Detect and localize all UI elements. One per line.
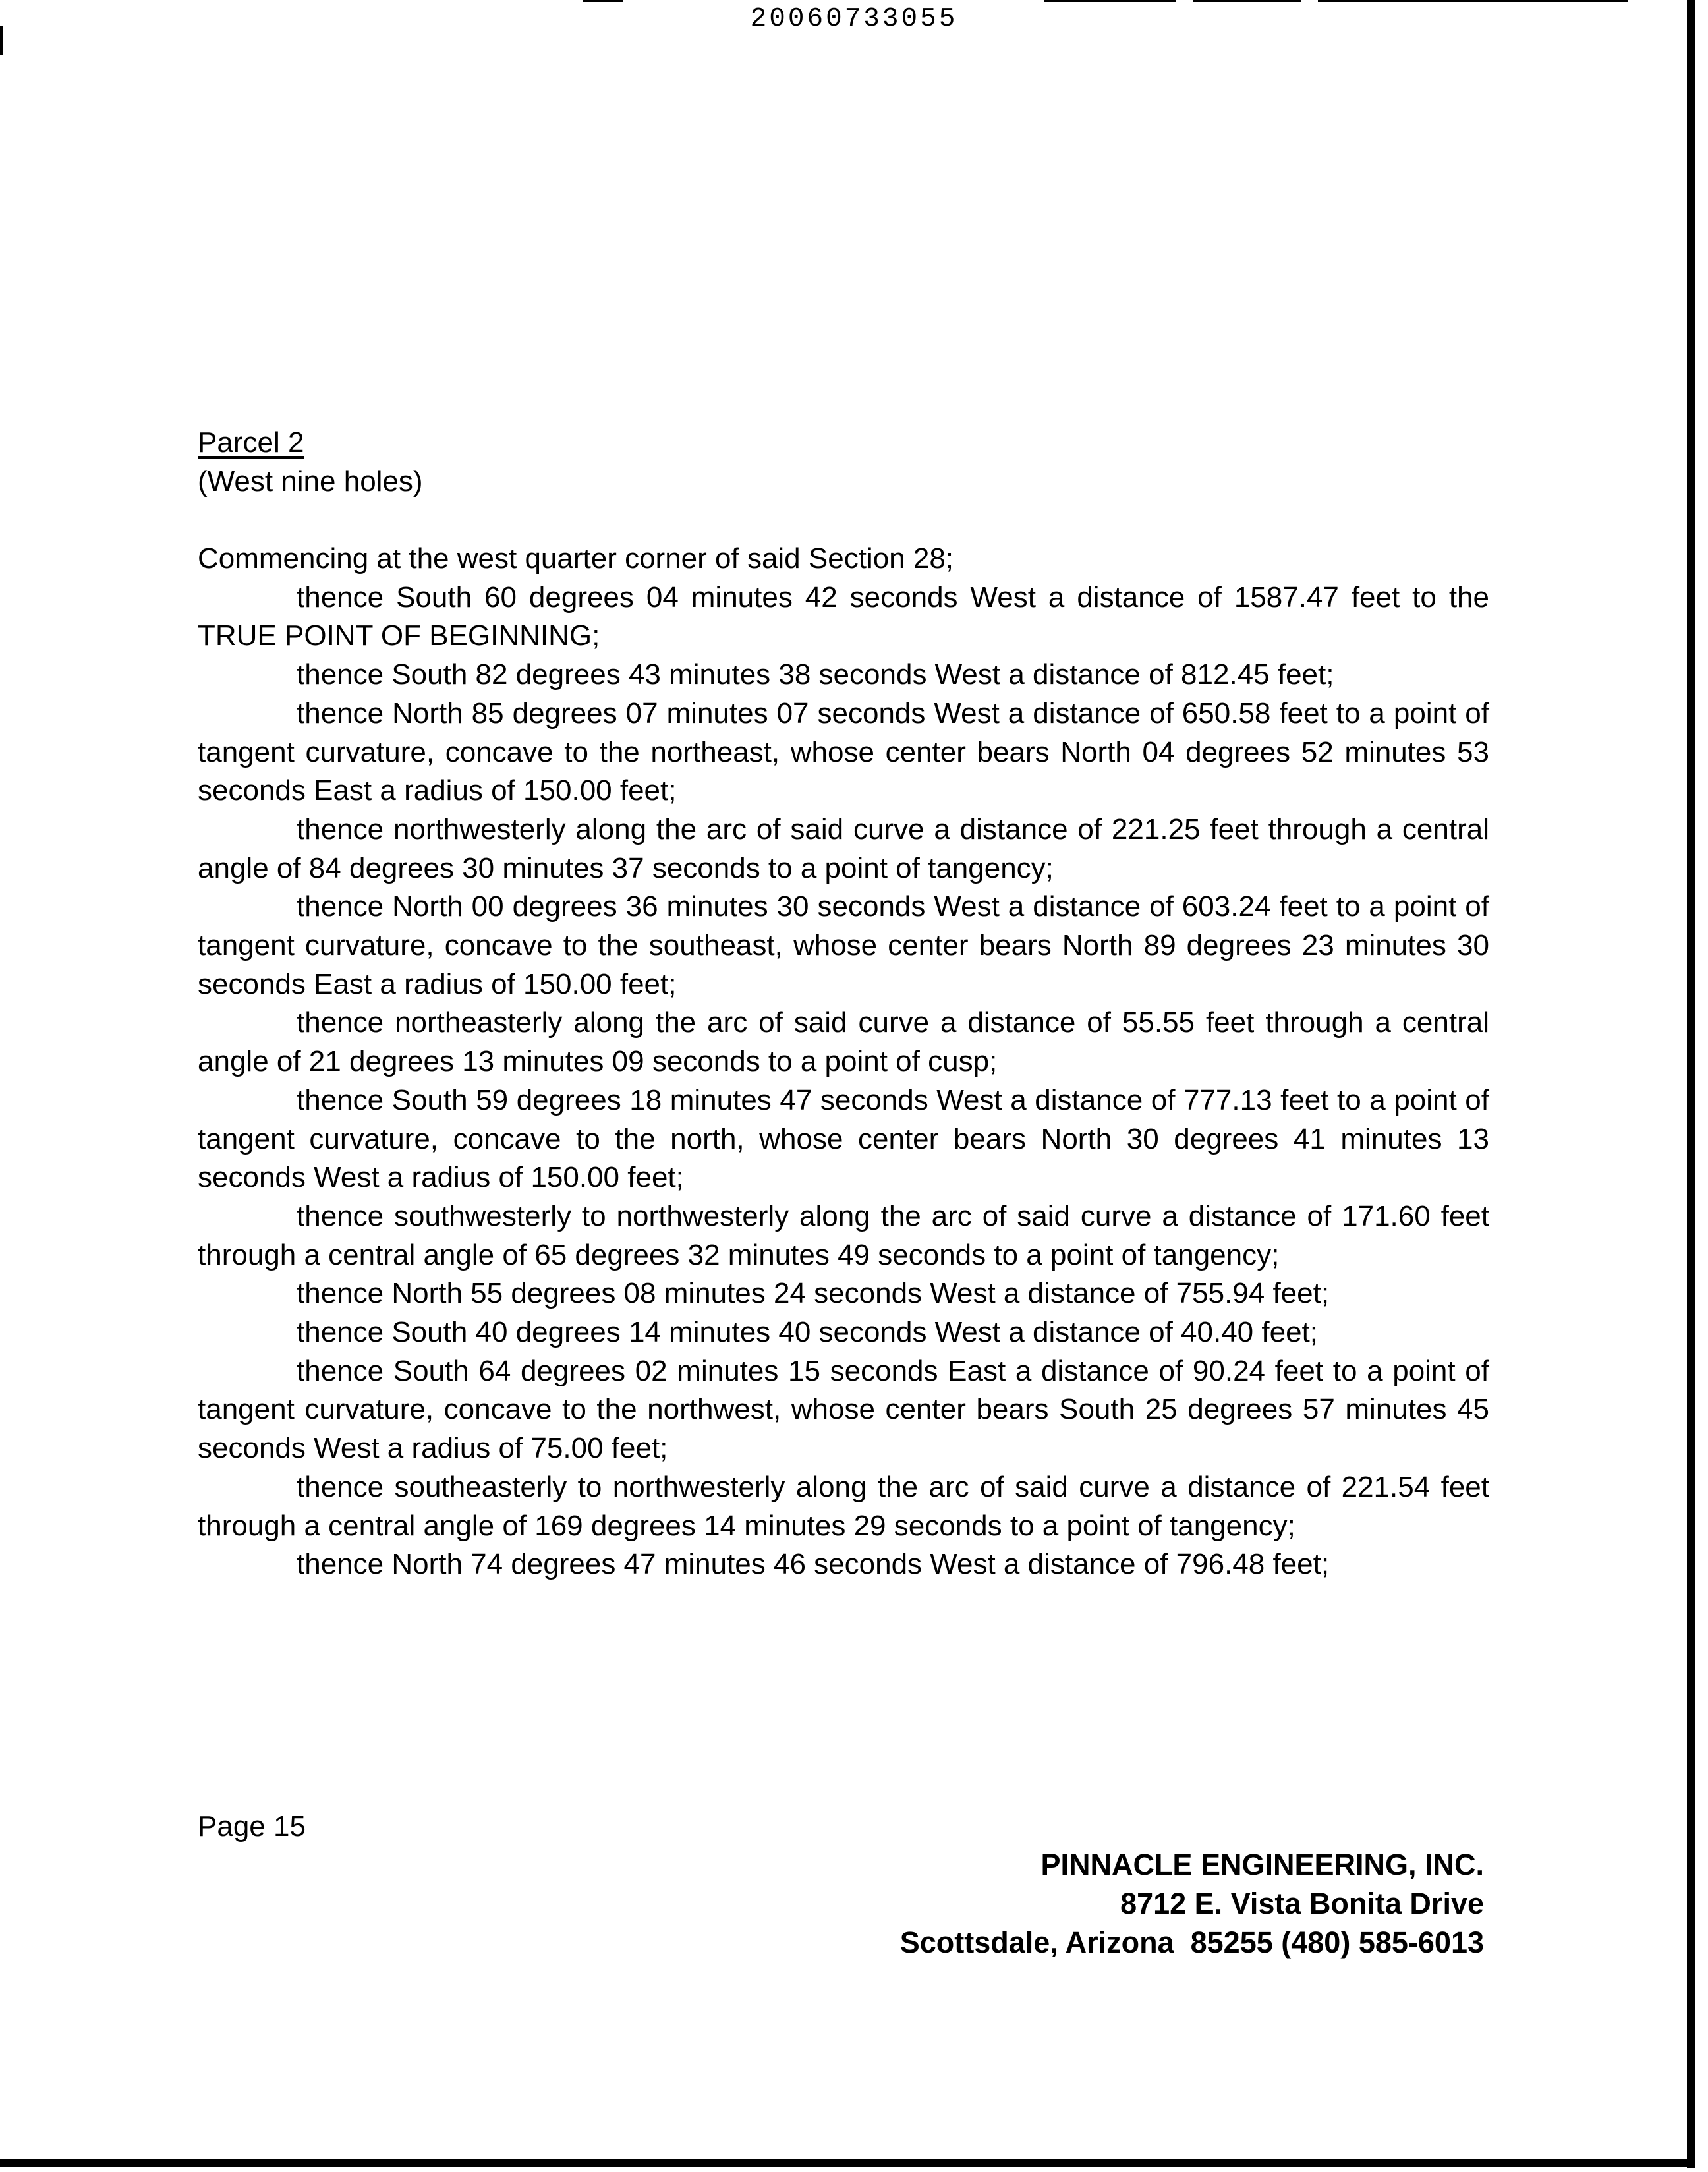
firm-name: PINNACLE ENGINEERING, INC. bbox=[1040, 1848, 1484, 1881]
legal-paragraph: thence North 55 degrees 08 minutes 24 seconds West a distance of 755.94 feet; bbox=[297, 1277, 1330, 1310]
legal-paragraph: Commencing at the west quarter corner of said Section 28; bbox=[198, 542, 954, 575]
parcel-title: Parcel 2 bbox=[198, 426, 304, 459]
recording-number: 20060733055 bbox=[750, 4, 958, 34]
page-number: Page 15 bbox=[198, 1810, 306, 1843]
scan-edge-top-2 bbox=[1044, 0, 1176, 2]
scan-edge-top-4 bbox=[1318, 0, 1628, 2]
scan-edge-top-1 bbox=[583, 0, 623, 2]
parcel-subtitle: (West nine holes) bbox=[198, 465, 423, 498]
legal-paragraph: thence southeasterly to northwesterly along the arc of said curve a distance of 221.54 feet through a central angle of 169 degrees 14 minutes 29 seconds to a point of tangency; bbox=[198, 1470, 1489, 1542]
legal-paragraph: thence northwesterly along the arc of said curve a distance of 221.25 feet through a central angle of 84 degrees 30 minutes 37 seconds to a point of tangency; bbox=[198, 813, 1489, 884]
legal-paragraph: thence South 82 degrees 43 minutes 38 seconds West a distance of 812.45 feet; bbox=[297, 658, 1334, 691]
legal-paragraph: thence North 00 degrees 36 minutes 30 seconds West a distance of 603.24 feet to a point of tangent curvature, concave to the southeast, whose center bears North 89 degrees 23 minutes 30 seconds East a radius of 150.00 feet; bbox=[198, 890, 1489, 1000]
legal-description bbox=[198, 540, 1489, 1584]
firm-block bbox=[900, 1845, 1484, 1962]
scan-edge-right bbox=[1687, 0, 1695, 2168]
legal-paragraph: thence South 64 degrees 02 minutes 15 seconds East a distance of 90.24 feet to a point of tangent curvature, concave to the northwest, whose center bears South 25 degrees 57 minutes 45 seconds West a radius of 75.00 feet; bbox=[198, 1354, 1489, 1465]
parcel-heading bbox=[198, 424, 1489, 501]
scan-edge-top-3 bbox=[1193, 0, 1301, 2]
legal-paragraph: thence southwesterly to northwesterly along the arc of said curve a distance of 171.60 feet through a central angle of 65 degrees 32 minutes 49 seconds to a point of tangency; bbox=[198, 1199, 1489, 1271]
legal-paragraph: thence South 59 degrees 18 minutes 47 seconds West a distance of 777.13 feet to a point of tangent curvature, concave to the north, whose center bears North 30 degrees 41 minutes 13 seconds West a radius of 150.00 feet; bbox=[198, 1083, 1489, 1194]
legal-paragraph: thence North 74 degrees 47 minutes 46 seconds West a distance of 796.48 feet; bbox=[297, 1548, 1330, 1581]
scan-edge-bottom bbox=[0, 2159, 1695, 2167]
legal-paragraph: thence North 85 degrees 07 minutes 07 seconds West a distance of 650.58 feet to a point of tangent curvature, concave to the northeast, whose center bears North 04 degrees 52 minutes 53 seconds East a radius of 150.00 feet; bbox=[198, 697, 1489, 807]
legal-paragraph: thence South 40 degrees 14 minutes 40 seconds West a distance of 40.40 feet; bbox=[297, 1316, 1318, 1349]
legal-paragraph: thence northeasterly along the arc of said curve a distance of 55.55 feet through a central angle of 21 degrees 13 minutes 09 seconds to a point of cusp; bbox=[198, 1006, 1489, 1078]
firm-address: 8712 E. Vista Bonita Drive bbox=[1120, 1887, 1484, 1920]
legal-paragraph: thence South 60 degrees 04 minutes 42 seconds West a distance of 1587.47 feet to the TRUE POINT OF BEGINNING; bbox=[198, 581, 1489, 652]
firm-city-phone: Scottsdale, Arizona 85255 (480) 585-6013 bbox=[899, 1926, 1484, 1959]
